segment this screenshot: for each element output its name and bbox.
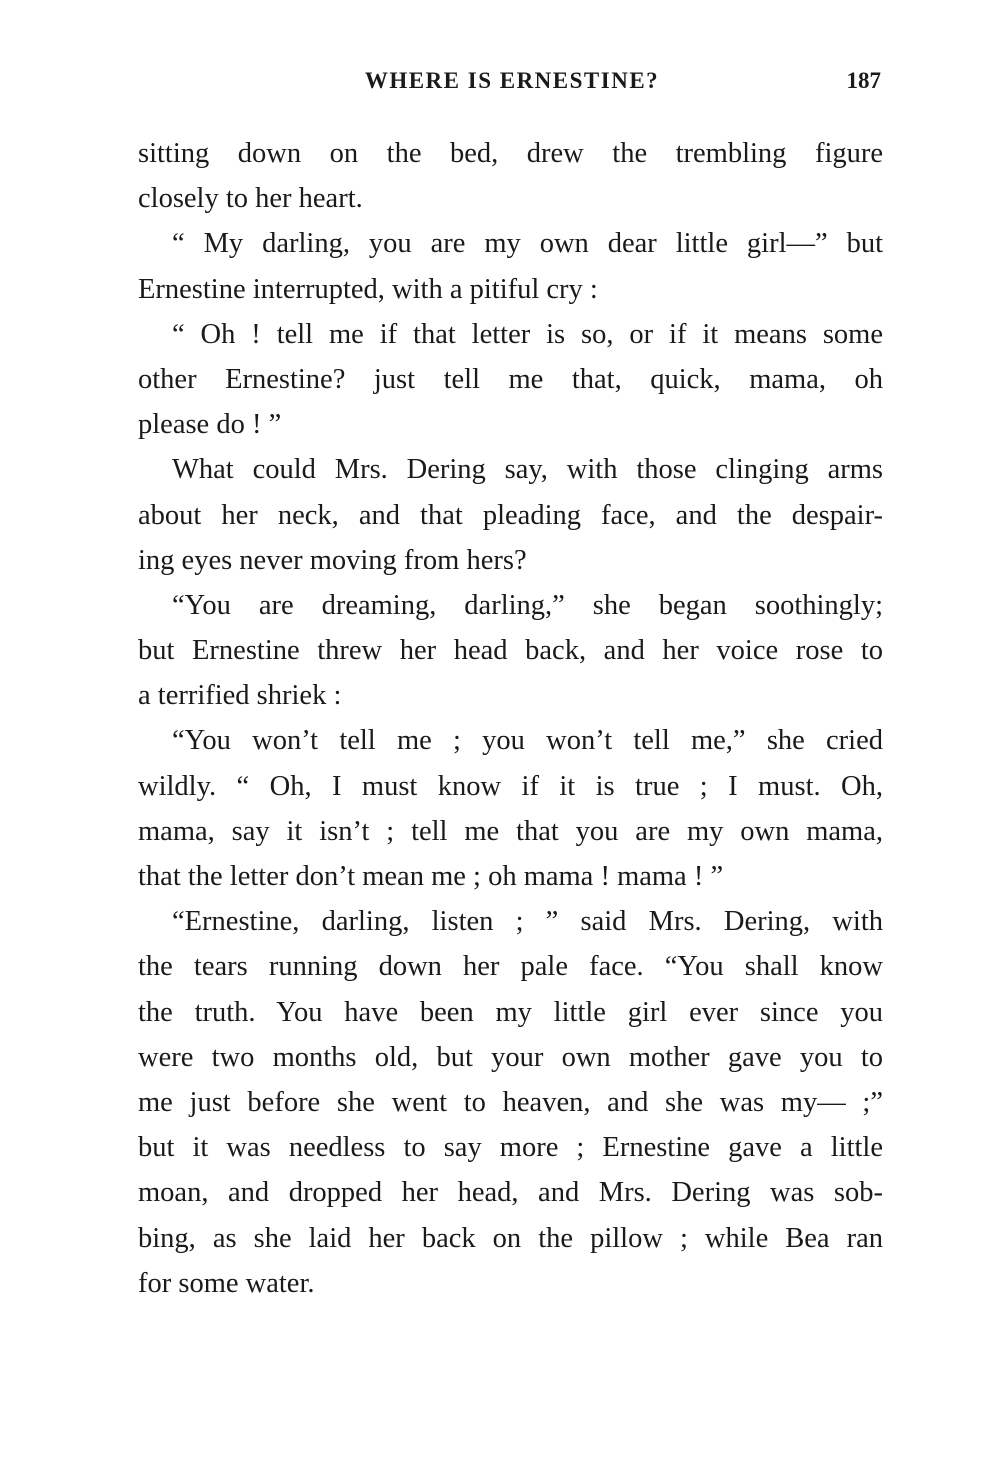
text-line: me just before she went to heaven, and she was my— ;” <box>138 1086 883 1118</box>
text-line: for some water. <box>138 1267 315 1299</box>
text-line: bing, as she laid her back on the pillow ; while Bea ran <box>138 1222 883 1254</box>
running-header <box>137 68 887 108</box>
text-line: the tears running down her pale face. “You shall know <box>138 951 883 983</box>
paragraph <box>138 583 883 719</box>
body-text <box>138 131 883 1306</box>
paragraph <box>138 718 883 899</box>
paragraph <box>138 131 883 221</box>
text-line: closely to her heart. <box>138 183 363 215</box>
text-line: “ Oh ! tell me if that letter is so, or if it means some <box>172 318 883 350</box>
text-line: mama, say it isn’t ; tell me that you are my own mama, <box>138 815 883 847</box>
text-line: but it was needless to say more ; Ernestine gave a little <box>138 1132 883 1164</box>
paragraph <box>138 221 883 311</box>
text-line: a terrified shriek : <box>138 680 342 712</box>
paragraph <box>138 899 883 1306</box>
page-number: 187 <box>846 68 881 93</box>
text-line: “You are dreaming, darling,” she began soothingly; <box>172 589 883 621</box>
running-title: WHERE IS ERNESTINE? <box>364 68 660 93</box>
text-line: but Ernestine threw her head back, and her voice rose to <box>138 635 883 667</box>
paragraph <box>138 312 883 448</box>
text-line: wildly. “ Oh, I must know if it is true ; I must. Oh, <box>138 770 883 802</box>
text-line: sitting down on the bed, drew the trembling figure <box>138 138 883 169</box>
text-line: “You won’t tell me ; you won’t tell me,” she cried <box>172 725 883 757</box>
text-line: What could Mrs. Dering say, with those clinging arms <box>172 454 883 486</box>
text-line: were two months old, but your own mother gave you to <box>138 1041 883 1073</box>
text-line: “Ernestine, darling, listen ; ” said Mrs. Dering, with <box>172 906 883 938</box>
text-line: that the letter don’t mean me ; oh mama ! mama ! ” <box>138 861 724 892</box>
text-line: Ernestine interrupted, with a pitiful cry : <box>138 273 598 305</box>
text-line: ing eyes never moving from hers? <box>138 544 527 576</box>
text-line: please do ! ” <box>138 409 282 441</box>
paragraph <box>138 447 883 583</box>
text-line: other Ernestine? just tell me that, quick, mama, oh <box>138 363 883 395</box>
text-line: “ My darling, you are my own dear little girl—” but <box>172 228 883 260</box>
text-line: moan, and dropped her head, and Mrs. Dering was sob- <box>138 1177 883 1209</box>
text-line: about her neck, and that pleading face, and the despair- <box>138 499 883 531</box>
text-line: the truth. You have been my little girl ever since you <box>138 996 883 1028</box>
